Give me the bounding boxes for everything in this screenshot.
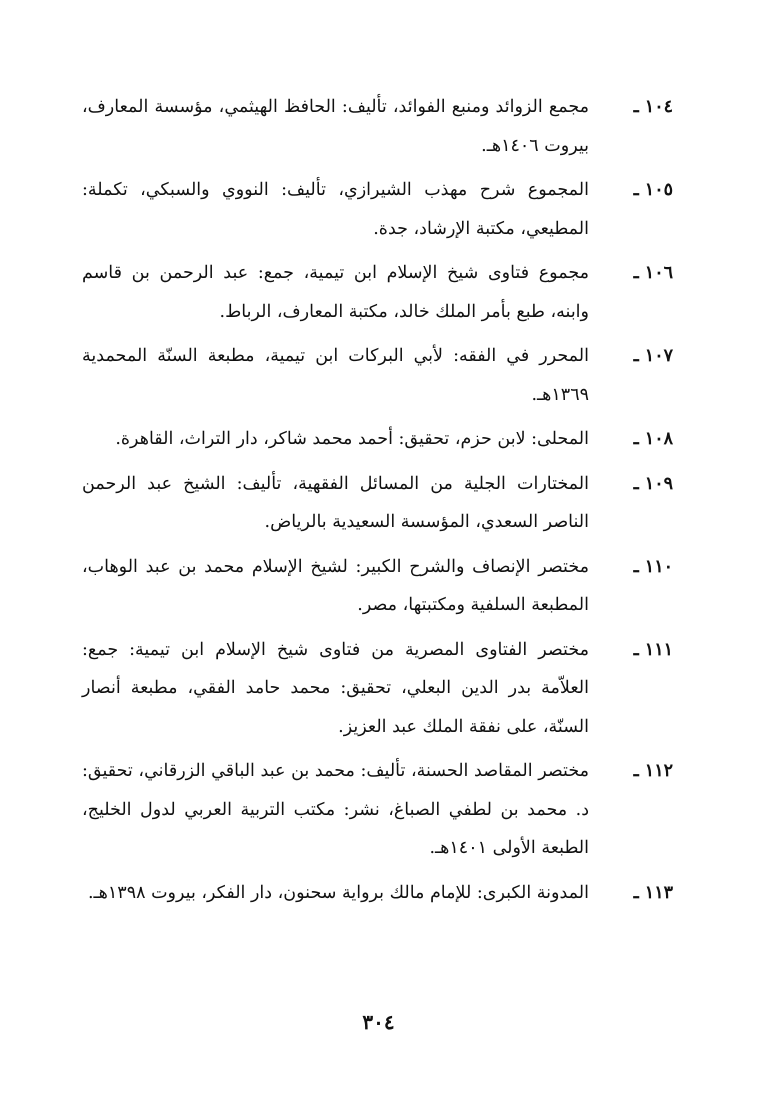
entry-number: ١١٠ ـ [633, 556, 673, 577]
bibliography-entry [82, 171, 673, 248]
bibliography-entry [82, 631, 673, 747]
bibliography-list [82, 88, 673, 918]
entry-text: المدونة الكبرى: للإمام مالك برواية سحنون، دار الفكر، بيروت ١٣٩٨هـ. [87, 882, 589, 903]
entry-text: المجموع شرح مهذب الشيرازي، تأليف: النووي والسبكي، تكملة: المطيعي، مكتبة الإرشاد، جدة. [82, 180, 589, 239]
bibliography-entry [82, 254, 673, 331]
page-number: ٣٠٤ [362, 1010, 395, 1034]
entry-number: ١٠٥ ـ [633, 180, 673, 200]
entry-number: ١١٢ ـ [633, 761, 673, 781]
entry-text: مجمع الزوائد ومنبع الفوائد، تأليف: الحافظ الهيثمي، مؤسسة المعارف، بيروت ١٤٠٦هـ. [82, 97, 589, 156]
entry-number: ١٠٧ ـ [633, 346, 673, 366]
entry-number: ١١١ ـ [633, 639, 673, 660]
bibliography-entry [82, 548, 673, 625]
bibliography-entry [82, 465, 673, 542]
entry-text: مختصر الفتاوى المصرية من فتاوى شيخ الإسلام ابن تيمية: جمع: العلاّمة بدر الدين البعلي، تحقيق: محمد حامد الفقي، مطبعة أنصار السنّة، على نفقة الملك عبد العزيز. [82, 639, 589, 737]
entry-number: ١١٣ ـ [633, 882, 673, 903]
entry-text: مجموع فتاوى شيخ الإسلام ابن تيمية، جمع: عبد الرحمن بن قاسم وابنه، طبع بأمر الملك خالد، مكتبة المعارف، الرباط. [82, 263, 589, 322]
bibliography-entry [82, 337, 673, 414]
bibliography-entry [82, 874, 673, 913]
bibliography-entry [82, 420, 673, 459]
entry-text: مختصر الإنصاف والشرح الكبير: لشيخ الإسلام محمد بن عبد الوهاب، المطبعة السلفية ومكتبتها، مصر. [82, 556, 589, 615]
entry-number: ١٠٤ ـ [633, 97, 673, 117]
entry-number: ١٠٦ ـ [633, 263, 673, 283]
entry-text: المحلى: لابن حزم، تحقيق: أحمد محمد شاكر، دار التراث، القاهرة. [115, 429, 589, 449]
entry-number: ١٠٨ ـ [633, 429, 673, 449]
entry-text: مختصر المقاصد الحسنة، تأليف: محمد بن عبد الباقي الزرقاني، تحقيق: د. محمد بن لطفي الصباغ، نشر: مكتب التربية العربي لدول الخليج، الطبعة الأولى ١٤٠١هـ. [82, 761, 589, 858]
bibliography-entry [82, 752, 673, 868]
entry-number: ١٠٩ ـ [633, 473, 673, 494]
bibliography-entry [82, 88, 673, 165]
entry-text: المحرر في الفقه: لأبي البركات ابن تيمية، مطبعة السنّة المحمدية ١٣٦٩هـ. [82, 346, 589, 405]
entry-text: المختارات الجلية من المسائل الفقهية، تأليف: الشيخ عبد الرحمن الناصر السعدي، المؤسسة السعيدية بالرياض. [82, 473, 589, 532]
